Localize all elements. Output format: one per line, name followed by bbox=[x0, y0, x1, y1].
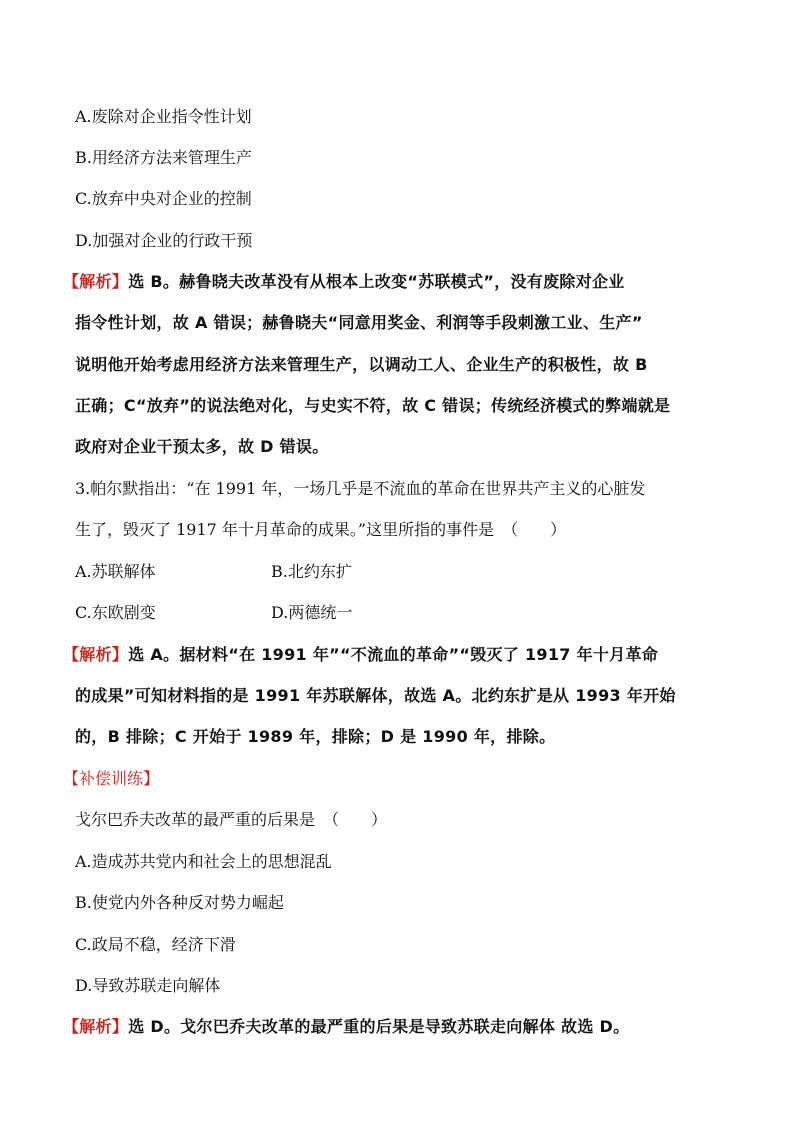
supplement-heading: 【补偿训练】 bbox=[63, 769, 160, 788]
q3-analysis-line-1: 【解析】选 A。据材料“在 1991 年”“不流血的革命”“毁灭了 1917 年十月革命 bbox=[63, 645, 659, 664]
q3-option-c: C.东欧剧变 bbox=[75, 603, 156, 622]
q3-stem-line-1: 3.帕尔默指出：“在 1991 年，一场几乎是不流血的革命在世界共产主义的心脏发 bbox=[75, 479, 646, 498]
supplement-option-d: D.导致苏联走向解体 bbox=[75, 976, 221, 995]
q3-analysis-line-2: 的成果”可知材料指的是 1991 年苏联解体，故选 A。北约东扩是从 1993 年开始 bbox=[75, 686, 676, 705]
q2-analysis-line-5: 政府对企业干预太多，故 D 错误。 bbox=[75, 437, 329, 456]
q2-option-d: D.加强对企业的行政干预 bbox=[75, 231, 253, 250]
analysis-tag: 【解析】 bbox=[63, 272, 129, 291]
q3-stem-line-2: 生了，毁灭了 1917 年十月革命的成果。”这里所指的事件是 （ ） bbox=[75, 520, 567, 539]
q3-analysis-line-3: 的，B 排除；C 开始于 1989 年，排除；D 是 1990 年，排除。 bbox=[75, 727, 556, 746]
q2-analysis-line-4: 正确；C“放弃”的说法绝对化，与史实不符，故 C 错误；传统经济模式的弊端就是 bbox=[75, 396, 671, 415]
supplement-option-b: B.使党内外各种反对势力崛起 bbox=[75, 893, 284, 912]
q2-analysis-line-2: 指令性计划，故 A 错误；赫鲁晓夫“同意用奖金、利润等手段刺激工业、生产” bbox=[75, 313, 643, 332]
q2-option-a: A.废除对企业指令性计划 bbox=[75, 107, 252, 126]
q3-option-a: A.苏联解体 bbox=[75, 562, 156, 581]
supplement-option-c: C.政局不稳，经济下滑 bbox=[75, 935, 236, 954]
q2-analysis-line-3: 说明他开始考虑用经济方法来管理生产，以调动工人、企业生产的积极性，故 B bbox=[75, 355, 648, 374]
supplement-option-a: A.造成苏共党内和社会上的思想混乱 bbox=[75, 852, 332, 871]
q2-option-b: B.用经济方法来管理生产 bbox=[75, 148, 252, 167]
supplement-analysis: 【解析】选 D。戈尔巴乔夫改革的最严重的后果是导致苏联走向解体 故选 D。 bbox=[63, 1017, 630, 1036]
analysis-tag: 【解析】 bbox=[63, 1017, 129, 1036]
q2-option-c: C.放弃中央对企业的控制 bbox=[75, 189, 252, 208]
q3-option-d: D.两德统一 bbox=[271, 603, 353, 622]
q2-analysis-line-1: 【解析】选 B。赫鲁晓夫改革没有从根本上改变“苏联模式”，没有废除对企业 bbox=[63, 272, 625, 291]
analysis-tag: 【解析】 bbox=[63, 645, 129, 664]
supplement-stem: 戈尔巴乔夫改革的最严重的后果是 （ ） bbox=[75, 810, 388, 829]
q3-option-b: B.北约东扩 bbox=[271, 562, 352, 581]
